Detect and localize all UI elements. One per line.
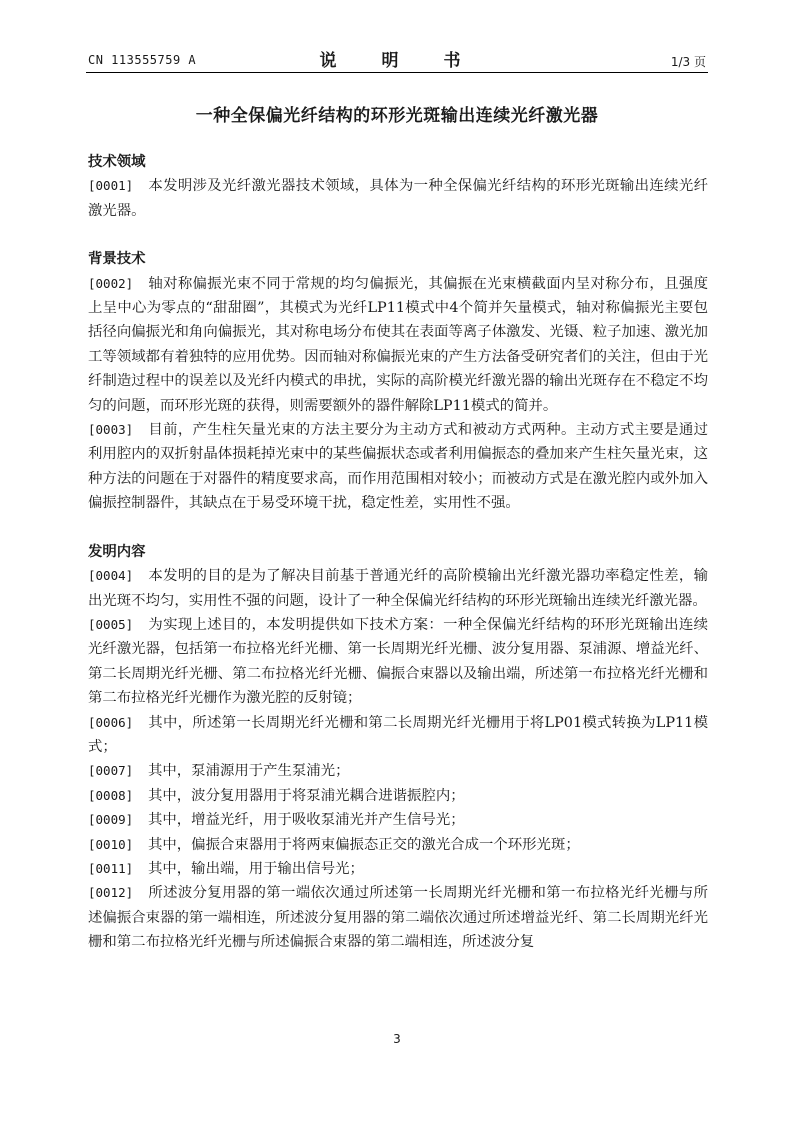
paragraph	[88, 759, 708, 783]
paragraph	[88, 711, 708, 760]
paragraph	[88, 833, 708, 857]
paragraph-number: [0004]	[88, 568, 134, 584]
paragraph	[88, 174, 708, 223]
paragraph-number: [0011]	[88, 860, 134, 876]
paragraph-number: [0005]	[88, 616, 134, 632]
paragraph-number: [0006]	[88, 714, 134, 730]
document-type-heading: 说 明 书	[319, 51, 475, 71]
paragraph	[88, 808, 708, 832]
paragraph-text: 本发明的目的是为了解决目前基于普通光纤的高阶模输出光纤激光器功率稳定性差，输出光斑不均匀，实用性不强的问题，设计了一种全保偏光纤结构的环形光斑输出连续光纤激光器。	[88, 568, 708, 609]
paragraph-text: 为实现上述目的，本发明提供如下技术方案：一种全保偏光纤结构的环形光斑输出连续光纤激光器，包括第一布拉格光纤光栅、第一长周期光纤光栅、波分复用器、泵浦源、增益光纤、第二长周期光纤光栅、第二布拉格光纤光栅、偏振合束器以及输出端，所述第一布拉格光纤光栅和第二布拉格光纤光栅作为激光腔的反射镜；	[88, 616, 708, 707]
paragraph	[88, 613, 708, 711]
paragraph-number: [0010]	[88, 836, 134, 852]
section-heading-technical-field: 技术领域	[88, 154, 146, 170]
paragraph-number: [0009]	[88, 812, 134, 828]
paragraph-number: [0001]	[88, 178, 134, 194]
paragraph-number: [0008]	[88, 787, 134, 803]
section-gap	[88, 516, 708, 540]
page-number: 3	[393, 1032, 401, 1046]
paragraph-text: 目前，产生柱矢量光束的方法主要分为主动方式和被动方式两种。主动方式主要是通过利用腔内的双折射晶体损耗掉光束中的某些偏振状态或者利用偏振态的叠加来产生柱矢量光束，这种方法的问题在于对器件的精度要求高，而作用范围相对较小；而被动方式是在激光腔内或外加入偏振控制器件，其缺点在于易受环境干扰，稳定性差，实用性不强。	[88, 422, 708, 512]
header-divider	[86, 72, 708, 73]
paragraph-text: 轴对称偏振光束不同于常规的均匀偏振光，其偏振在光束横截面内呈对称分布，且强度上呈中心为零点的“甜甜圈”，其模式为光纤LP11模式中4个简并矢量模式，轴对称偏振光主要包括径向偏振光和角向偏振光，其对称电场分布使其在表面等离子体激发、光镊、粒子加速、激光加工等领域都有着独特的应用优势。因而轴对称偏振光束的产生方法备受研究者们的关注，但由于光纤制造过程中的误差以及光纤内模式的串扰，实际的高阶模光纤激光器的输出光斑存在不稳定不均匀的问题，而环形光斑的获得，则需要额外的器件解除LP11模式的简并。	[88, 275, 708, 414]
paragraph	[88, 857, 708, 881]
paragraph	[88, 564, 708, 613]
paragraph	[88, 418, 708, 516]
section-heading-background: 背景技术	[88, 251, 146, 268]
section-heading-summary: 发明内容	[88, 543, 146, 560]
paragraph-text: 其中，增益光纤，用于吸收泵浦光并产生信号光；	[148, 812, 465, 829]
paragraph-text: 其中，偏振合束器用于将两束偏振态正交的激光合成一个环形光斑；	[148, 836, 580, 853]
paragraph-text: 其中，泵浦源用于产生泵浦光；	[148, 763, 350, 780]
paragraph-text: 本发明涉及光纤激光器技术领域，具体为一种全保偏光纤结构的环形光斑输出连续光纤激光器。	[88, 178, 708, 219]
paragraph-text: 其中，所述第一长周期光纤光栅和第二长周期光纤光栅用于将LP01模式转换为LP11模式；	[88, 714, 708, 755]
document-body	[88, 150, 708, 955]
paragraph	[88, 272, 708, 418]
paragraph-text: 所述波分复用器的第一端依次通过所述第一长周期光纤光栅和第一布拉格光纤光栅与所述偏振合束器的第一端相连，所述波分复用器的第二端依次通过所述增益光纤、第二长周期光纤光栅和第二布拉格光纤光栅与所述偏振合束器的第二端相连，所述波分复	[88, 885, 708, 951]
paragraph-text: 其中，输出端，用于输出信号光；	[148, 860, 364, 877]
page-label: 1/3 页	[670, 55, 706, 69]
paragraph-number: [0007]	[88, 763, 134, 779]
paragraph-number: [0003]	[88, 422, 134, 438]
paragraph	[88, 881, 708, 954]
paragraph-number: [0002]	[88, 275, 134, 291]
paragraph-number: [0012]	[88, 885, 134, 901]
section-gap	[88, 223, 708, 247]
document-title: 一种全保偏光纤结构的环形光斑输出连续光纤激光器	[195, 106, 599, 126]
paragraph-text: 其中，波分复用器用于将泵浦光耦合进谐振腔内；	[148, 787, 465, 804]
paragraph	[88, 784, 708, 808]
patent-number: CN 113555759 A	[88, 53, 197, 67]
